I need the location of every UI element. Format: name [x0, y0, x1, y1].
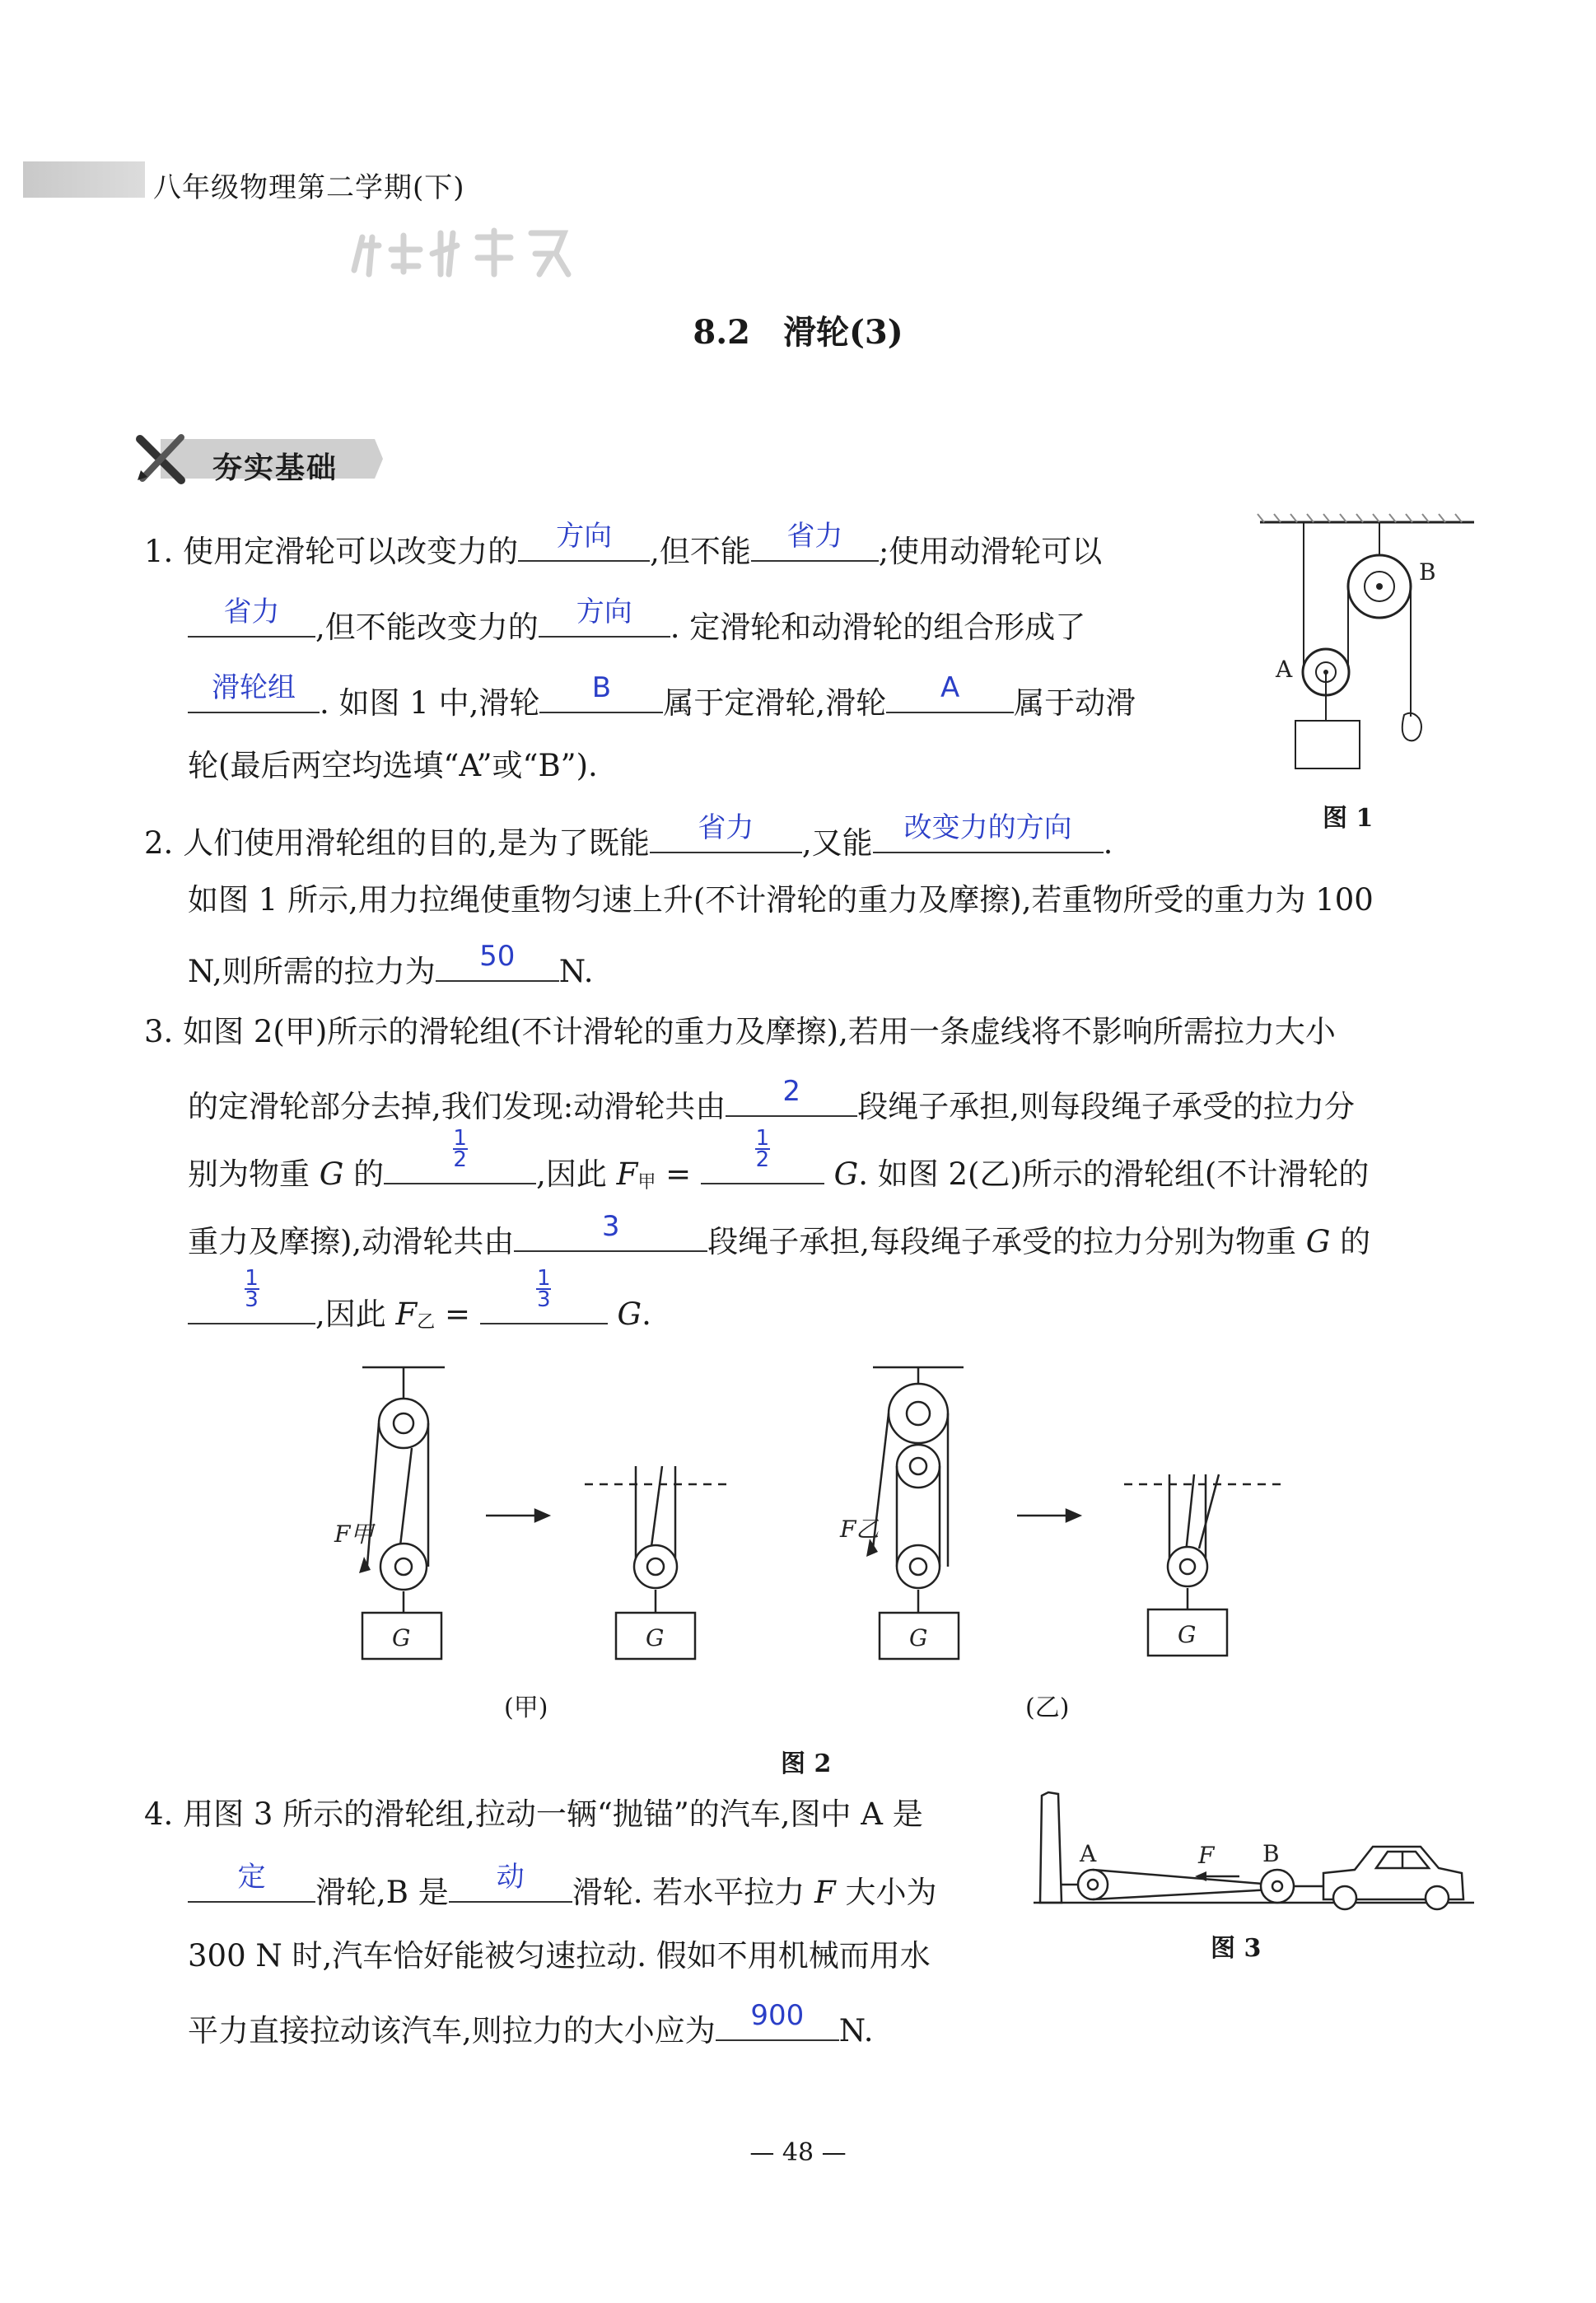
text: 的 — [1340, 1224, 1371, 1259]
q4-number: 4. — [144, 1796, 174, 1832]
text: ;使用动滑轮可以 — [878, 534, 1103, 569]
section-label: 夯实基础 — [212, 451, 338, 485]
var-g: G — [319, 1156, 344, 1192]
text: . 如图 2(乙)所示的滑轮组(不计滑轮的 — [858, 1156, 1370, 1192]
fig1-label-b: B — [1419, 558, 1436, 586]
sub: 乙 — [417, 1312, 436, 1333]
book-title: 八年级物理第二学期(下) — [153, 171, 465, 204]
q2-blank-1[interactable] — [650, 811, 802, 853]
text: 的定滑轮部分去掉,我们发现:动滑轮共由 — [188, 1089, 726, 1124]
q3-line-1 — [144, 1011, 1336, 1053]
text: . 定滑轮和动滑轮的组合形成了 — [670, 610, 1086, 645]
header-decor-bar — [23, 161, 145, 198]
text: N. — [558, 954, 594, 989]
q1-blank-3[interactable] — [188, 596, 315, 638]
fig2-g-2: G — [646, 1624, 665, 1651]
q1-blank-1[interactable] — [518, 520, 650, 562]
answer-half — [701, 1128, 824, 1178]
fig1-label-a: A — [1276, 656, 1293, 683]
var-g: G — [617, 1296, 642, 1332]
figure-3-caption: 图 3 — [1211, 1934, 1262, 1963]
text: 段绳子承担,每段绳子承受的拉力分别为物重 — [707, 1224, 1296, 1259]
fig2-g-3: G — [909, 1624, 928, 1651]
q2-line-1 — [144, 811, 1113, 864]
answer-third — [480, 1268, 608, 1318]
lesson-title — [0, 306, 1596, 353]
q3-blank-3[interactable] — [701, 1126, 824, 1184]
figure-2-sub-yi: (乙) — [1025, 1693, 1070, 1722]
page-number: — 48 — — [749, 2138, 847, 2167]
answer: A — [940, 671, 960, 704]
q2-line-2: 如图 1 所示,用力拉绳使重物匀速上升(不计滑轮的重力及摩擦),若重物所受的重力为 100 — [188, 882, 1374, 918]
q2-line-3 — [188, 940, 594, 993]
q3-blank-1[interactable] — [726, 1075, 857, 1117]
q3-blank-6[interactable] — [480, 1266, 608, 1324]
fig3-label-b: B — [1262, 1840, 1280, 1867]
fig2-f-yi: F乙 — [840, 1516, 880, 1543]
q4-blank-2[interactable] — [449, 1861, 572, 1903]
q1-number: 1. — [144, 534, 174, 569]
q3-blank-2[interactable] — [384, 1126, 536, 1184]
text: ,但不能改变力的 — [315, 610, 539, 645]
text: 属于定滑轮,滑轮 — [663, 685, 887, 721]
text: ,但不能 — [650, 534, 751, 569]
frac-num: 1 — [537, 1266, 551, 1291]
answer: 900 — [750, 1999, 805, 2032]
figure-1-pulley — [1256, 511, 1478, 832]
frac-num: 1 — [453, 1126, 467, 1151]
answer: 省力 — [786, 520, 843, 553]
text: ,因此 — [315, 1296, 386, 1332]
text: = — [665, 1156, 692, 1192]
tree-stump — [1040, 1792, 1062, 1903]
text: 属于动滑 — [1014, 685, 1136, 721]
hand-icon — [1402, 713, 1421, 741]
text: 如图 2(甲)所示的滑轮组(不计滑轮的重力及摩擦),若用一条虚线将不影响所需拉力大小 — [183, 1014, 1336, 1049]
figure-2-pulleys — [313, 1351, 1301, 1738]
text: ,因此 — [536, 1156, 607, 1192]
figure-2-sub-jia: (甲) — [504, 1693, 548, 1722]
figure-2-caption: 图 2 — [781, 1749, 832, 1778]
q3-line-3 — [188, 1126, 1370, 1203]
text: . — [642, 1296, 651, 1332]
answer: 动 — [496, 1861, 525, 1894]
q1-line-4: 轮(最后两空均选填“A”或“B”). — [188, 748, 598, 783]
watermark-logo — [346, 221, 585, 287]
q1-blank-5[interactable] — [188, 671, 320, 713]
sub: 甲 — [637, 1172, 656, 1193]
q4-blank-1[interactable] — [188, 1861, 315, 1903]
q1-blank-2[interactable] — [751, 520, 879, 562]
text: 平力直接拉动该汽车,则拉力的大小应为 — [188, 2013, 716, 2048]
text: 人们使用滑轮组的目的,是为了既能 — [183, 825, 650, 861]
q2-number: 2. — [144, 825, 174, 861]
q2-blank-2[interactable] — [873, 811, 1104, 853]
q1-blank-4[interactable] — [539, 596, 670, 638]
var-f: F — [395, 1296, 418, 1332]
text: 段绳子承担,则每段绳子承受的拉力分 — [857, 1089, 1355, 1124]
q3-line-2 — [188, 1075, 1355, 1128]
answer-half — [384, 1128, 536, 1178]
q4-blank-3[interactable] — [716, 1999, 839, 2041]
fig2-g-4: G — [1178, 1621, 1197, 1648]
lesson-number: 8.2 — [693, 313, 750, 352]
answer-third — [188, 1268, 315, 1318]
var-g: G — [1305, 1224, 1331, 1259]
q4-line-1 — [144, 1794, 923, 1835]
frac-den: 2 — [755, 1147, 770, 1172]
frac-num: 1 — [755, 1126, 770, 1151]
answer: 3 — [601, 1210, 620, 1243]
text: ,又能 — [801, 825, 873, 861]
text: = — [445, 1296, 471, 1332]
answer: 方向 — [576, 596, 632, 628]
frac-num: 1 — [245, 1266, 259, 1291]
answer: B — [591, 671, 612, 704]
frac-den: 3 — [245, 1287, 259, 1312]
answer: 方向 — [556, 520, 613, 553]
fig2-g-1: G — [392, 1624, 411, 1651]
q1-line-2 — [188, 596, 1086, 648]
q2-blank-3[interactable] — [436, 940, 559, 982]
q3-line-4 — [188, 1210, 1371, 1263]
q3-line-5 — [188, 1266, 651, 1343]
answer: 定 — [237, 1861, 266, 1894]
answer: 滑轮组 — [212, 671, 296, 704]
text: N. — [838, 2013, 874, 2048]
frac-den: 2 — [453, 1147, 467, 1172]
text: 大小为 — [845, 1875, 937, 1910]
text: 用图 3 所示的滑轮组,拉动一辆“抛锚”的汽车,图中 A 是 — [183, 1796, 923, 1832]
text: . — [1103, 825, 1113, 861]
var-f: F — [814, 1875, 836, 1910]
q1-blank-7[interactable] — [886, 671, 1014, 713]
lesson-name: 滑轮(3) — [782, 313, 903, 352]
figure-1-caption: 图 1 — [1323, 804, 1374, 833]
answer: 2 — [782, 1075, 801, 1108]
answer: 50 — [479, 940, 516, 973]
text: . 如图 1 中,滑轮 — [320, 685, 540, 721]
text: N,则所需的拉力为 — [188, 954, 436, 989]
figure-3-car-pulley — [1034, 1787, 1478, 1911]
q1-line-3 — [188, 671, 1136, 724]
var-g: G — [833, 1156, 859, 1192]
q3-blank-5[interactable] — [188, 1266, 315, 1324]
q4-line-2 — [188, 1861, 937, 1913]
q1-line-1 — [144, 520, 1103, 572]
fig3-label-f: F — [1198, 1842, 1215, 1869]
q3-blank-4[interactable] — [514, 1210, 707, 1252]
var-f: F — [616, 1156, 638, 1192]
text: 滑轮,B 是 — [315, 1875, 449, 1910]
q4-line-4 — [188, 1999, 874, 2052]
text: 重力及摩擦),动滑轮共由 — [188, 1224, 515, 1259]
text: 滑轮. 若水平拉力 — [572, 1875, 805, 1910]
q4-line-3: 300 N 时,汽车恰好能被匀速拉动. 假如不用机械而用水 — [188, 1938, 931, 1974]
q1-blank-6[interactable] — [539, 671, 663, 713]
frac-den: 3 — [537, 1287, 551, 1312]
text: 的 — [353, 1156, 385, 1192]
q3-number: 3. — [144, 1014, 174, 1049]
fig3-label-a: A — [1080, 1840, 1097, 1867]
text: 使用定滑轮可以改变力的 — [183, 534, 519, 569]
text: 别为物重 — [188, 1156, 310, 1192]
answer: 改变力的方向 — [903, 811, 1072, 844]
answer: 省力 — [698, 811, 754, 844]
fig2-f-jia: F甲 — [334, 1521, 374, 1548]
answer: 省力 — [223, 596, 280, 628]
